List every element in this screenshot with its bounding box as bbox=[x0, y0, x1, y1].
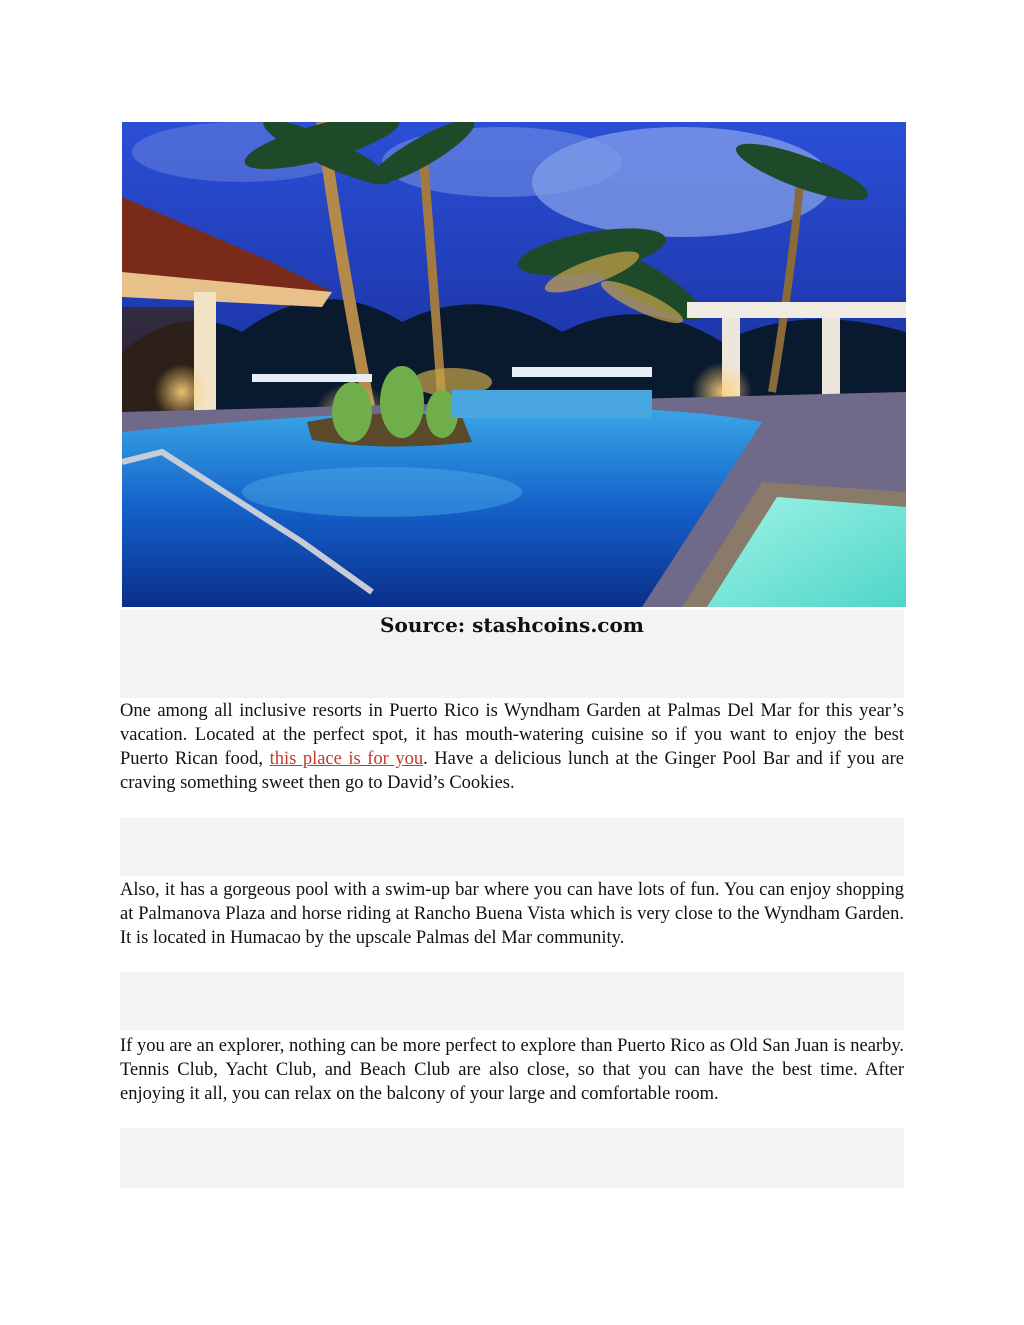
resort-pool-photo bbox=[122, 122, 906, 607]
inline-link[interactable]: this place is for you bbox=[269, 749, 424, 769]
paragraph-text: . Have a delicious lunch at the Ginger Pool Bar and if you are craving something sweet then go to David’s Cookies. bbox=[120, 749, 904, 793]
paragraph-background bbox=[120, 972, 904, 1030]
paragraph-pool-shopping: Also, it has a gorgeous pool with a swim-up bar where you can have lots of fun. You can enjoy shopping at Palmanova Plaza and horse riding at Rancho Buena Vista which is very close to the Wyndham Garden. It is located in Humacao by the upscale Palmas del Mar community. bbox=[120, 880, 904, 948]
image-caption: Source: stashcoins.com bbox=[380, 613, 644, 637]
paragraph-explorer: If you are an explorer, nothing can be more perfect to explore than Puerto Rico as Old San Juan is nearby. Tennis Club, Yacht Club, and Beach Club are also close, so that you can have the best time. After enjoying it all, you can relax on the balcony of your large and comfortable room. bbox=[120, 1036, 904, 1104]
paragraph-text: One among all inclusive resorts in Puerto Rico is Wyndham Garden at Palmas Del Mar for this year’s vacation. Located at the perfect spot, it has mouth-watering cuisine so if you want to enjoy the best Puerto Rican food, bbox=[120, 701, 904, 769]
paragraph-background bbox=[120, 818, 904, 876]
paragraph-background bbox=[120, 1128, 904, 1188]
paragraph-wyndham-intro bbox=[120, 699, 904, 795]
